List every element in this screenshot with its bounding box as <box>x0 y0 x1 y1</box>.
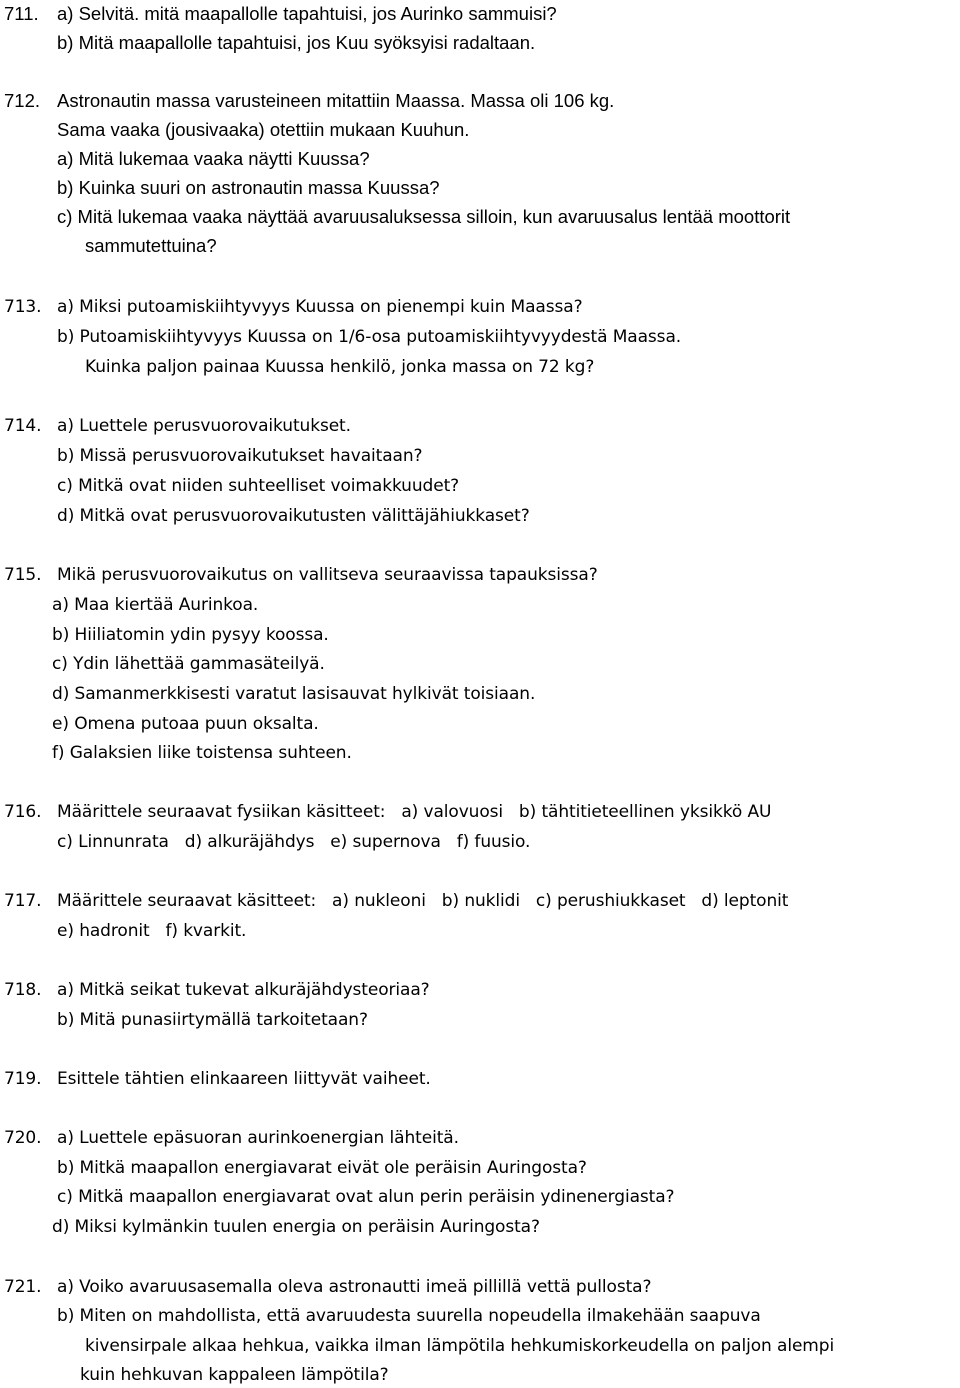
exercise-721-part-a: a) Voiko avaruusasemalla oleva astronautti imeä pillillä vettä pullosta? <box>57 1277 652 1297</box>
exercise-713-part-b: b) Putoamiskiihtyvyys Kuussa on 1/6-osa putoamiskiihtyvyydestä Maassa. <box>57 327 682 347</box>
exercise-719-text: Esittele tähtien elinkaareen liittyvät vaiheet. <box>57 1069 431 1089</box>
exercise-714-part-d: d) Mitkä ovat perusvuorovaikutusten välittäjähiukkaset? <box>57 506 530 526</box>
exercise-718-part-b: b) Mitä punasiirtymällä tarkoitetaan? <box>57 1010 368 1030</box>
exercise-714-part-a: a) Luettele perusvuorovaikutukset. <box>57 416 351 436</box>
exercise-720-part-c: c) Mitkä maapallon energiavarat ovat alun perin peräisin ydinenergiasta? <box>57 1187 675 1207</box>
exercise-712-line-1: Astronautin massa varusteineen mitattiin Maassa. Massa oli 106 kg. <box>57 90 615 111</box>
exercise-712-number: 712. <box>4 90 41 111</box>
exercise-715-number: 715. <box>4 565 42 585</box>
exercise-716-line-1: Määrittele seuraavat fysiikan käsitteet: a) valovuosi b) tähtitieteellinen yksikkö AU <box>57 802 772 822</box>
exercise-721-number: 721. <box>4 1277 42 1297</box>
exercise-721-part-b: b) Miten on mahdollista, että avaruudesta suurella nopeudella ilmakehään saapuva <box>57 1306 761 1326</box>
exercise-715-intro: Mikä perusvuorovaikutus on vallitseva seuraavissa tapauksissa? <box>57 565 598 585</box>
exercise-712-part-a: a) Mitä lukemaa vaaka näytti Kuussa? <box>57 148 370 169</box>
exercise-714-part-c: c) Mitkä ovat niiden suhteelliset voimakkuudet? <box>57 476 460 496</box>
exercise-717-number: 717. <box>4 891 42 911</box>
exercise-720-part-d: d) Miksi kylmänkin tuulen energia on peräisin Auringosta? <box>52 1217 540 1237</box>
exercise-714-part-b: b) Missä perusvuorovaikutukset havaitaan? <box>57 446 423 466</box>
exercise-711-part-b: b) Mitä maapallolle tapahtuisi, jos Kuu syöksyisi radaltaan. <box>57 32 536 53</box>
exercise-715-part-c: c) Ydin lähettää gammasäteilyä. <box>52 654 325 674</box>
exercise-718-part-a: a) Mitkä seikat tukevat alkuräjähdysteoriaa? <box>57 980 430 1000</box>
exercise-720-part-a: a) Luettele epäsuoran aurinkoenergian lähteitä. <box>57 1128 459 1148</box>
exercise-720-number: 720. <box>4 1128 42 1148</box>
exercise-713-part-b-continued: Kuinka paljon painaa Kuussa henkilö, jonka massa on 72 kg? <box>85 357 595 377</box>
exercise-713-part-a: a) Miksi putoamiskiihtyvyys Kuussa on pienempi kuin Maassa? <box>57 297 583 317</box>
exercise-715-part-f: f) Galaksien liike toistensa suhteen. <box>52 743 352 763</box>
exercise-716-line-2: c) Linnunrata d) alkuräjähdys e) supernova f) fuusio. <box>57 832 531 852</box>
exercise-712-part-b: b) Kuinka suuri on astronautin massa Kuussa? <box>57 177 440 198</box>
exercise-715-part-e: e) Omena putoaa puun oksalta. <box>52 714 319 734</box>
exercise-721-part-b-continued-2: kuin hehkuvan kappaleen lämpötila? <box>80 1365 389 1385</box>
exercise-711-part-a: a) Selvitä. mitä maapallolle tapahtuisi, jos Aurinko sammuisi? <box>57 3 557 24</box>
exercise-716-number: 716. <box>4 802 42 822</box>
exercise-720-part-b: b) Mitkä maapallon energiavarat eivät ole peräisin Auringosta? <box>57 1158 587 1178</box>
exercise-717-line-1: Määrittele seuraavat käsitteet: a) nukleoni b) nuklidi c) perushiukkaset d) leptonit <box>57 891 789 911</box>
exercise-713-number: 713. <box>4 297 42 317</box>
exercise-718-number: 718. <box>4 980 42 1000</box>
exercise-715-part-b: b) Hiiliatomin ydin pysyy koossa. <box>52 625 329 645</box>
exercise-717-line-2: e) hadronit f) kvarkit. <box>57 921 247 941</box>
exercise-712-line-2: Sama vaaka (jousivaaka) otettiin mukaan Kuuhun. <box>57 119 470 140</box>
exercise-715-part-d: d) Samanmerkkisesti varatut lasisauvat hylkivät toisiaan. <box>52 684 536 704</box>
exercise-714-number: 714. <box>4 416 42 436</box>
exercise-715-part-a: a) Maa kiertää Aurinkoa. <box>52 595 259 615</box>
exercise-711-number: 711. <box>4 3 39 24</box>
exercise-712-part-c-continued: sammutettuina? <box>85 235 217 256</box>
exercise-721-part-b-continued-1: kivensirpale alkaa hehkua, vaikka ilman lämpötila hehkumiskorkeudella on paljon alempi <box>85 1336 835 1356</box>
exercise-712-part-c: c) Mitä lukemaa vaaka näyttää avaruusaluksessa silloin, kun avaruusalus lentää moottorit <box>57 206 791 227</box>
exercise-719-number: 719. <box>4 1069 42 1089</box>
